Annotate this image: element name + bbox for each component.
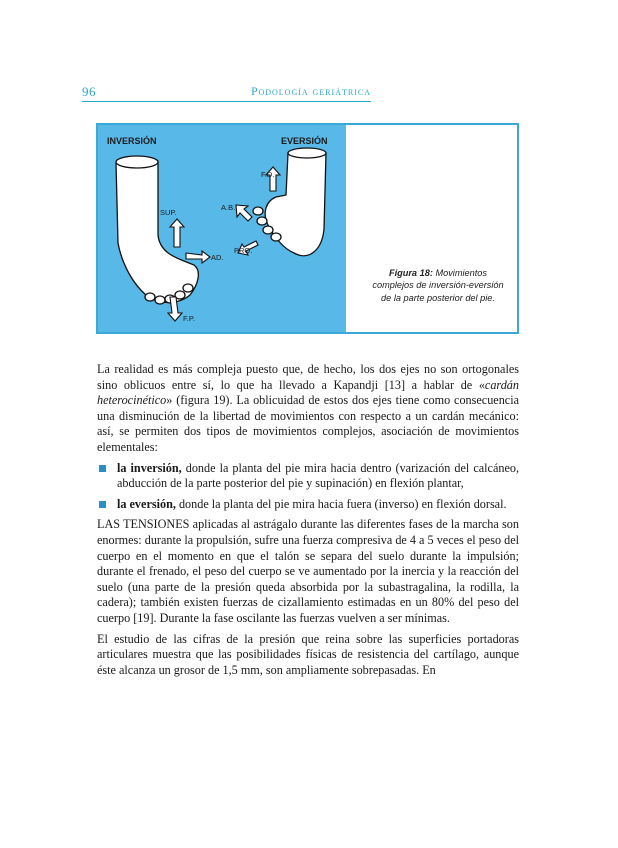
bullet-inversion-text: donde la planta del pie mira hacia dentro (varización del calcáneo, abducción de la parte posterior del pie y supinación) en flexión plantar, (117, 460, 519, 491)
figure-18 (96, 123, 519, 334)
page-number: 96 (82, 84, 96, 99)
paragraph-3: El estudio de las cifras de la presión que reina sobre las superficies portadoras articulares muestra que las posibilidades físicas de resistencia del cartílago, aunque éste alcanza un grosor de 1,5 mm, son ampliamente sobrepasadas. En (97, 631, 519, 677)
label-pro: PRO. (234, 246, 253, 255)
caption-text: Movimientos complejos de inversión-eversión de la parte posterior del pie. (372, 268, 504, 303)
inversion-foot-shape (116, 157, 198, 303)
figure-caption (368, 267, 508, 304)
label-fp: F.P. (183, 314, 195, 323)
label-ad: AD. (211, 253, 224, 262)
label-ab: A.B. (221, 203, 236, 212)
bullet-inversion (97, 461, 519, 492)
label-fd: F.D. (261, 170, 275, 179)
caption-label: Figura 18: (388, 268, 433, 278)
foot-drawing (98, 125, 346, 332)
arrow-ab (236, 205, 252, 221)
label-inversion: INVERSIÓN (107, 136, 157, 146)
header-rule (82, 101, 371, 102)
bullet-square-icon (99, 465, 106, 472)
bullet-eversion-text: donde la planta del pie mira hacia fuera (inverso) en flexión dorsal. (175, 496, 507, 511)
bullet-eversion (97, 497, 519, 513)
paragraph-1 (97, 362, 519, 456)
bullet-eversion-term: la eversión, (117, 496, 176, 511)
bullet-square-icon (99, 501, 106, 508)
paragraph-1-term: cardán heterocinético (97, 377, 519, 408)
running-title: Podología geriátrica (251, 86, 371, 98)
paragraph-1-start: La realidad es más compleja puesto que, de hecho, los dos ejes no son ortogonales sino oblicuos entre sí, lo que ha llevado a Kapandji [13] a hablar de « (97, 362, 519, 392)
arrow-sup (170, 219, 184, 247)
label-eversion: EVERSIÓN (281, 136, 328, 146)
arrow-ad (186, 251, 210, 263)
foot-illustration (98, 125, 346, 332)
body-text (97, 362, 519, 678)
paragraph-2: LAS TENSIONES aplicadas al astrágalo durante las diferentes fases de la marcha son enormes: durante la propulsión, sufre una fuerza compresiva de 4 a 5 veces el peso del cuerpo en el momento en que el talón se separa del suelo durante la impulsión; durante el frenado, el peso del cuerpo se ve aumentado por la inercia y la reacción del suelo (una parte de la presión queda absorbida por la subastragalina, la rodilla, la cadera); también existen fuerzas de cizallamiento estimadas en un 80% del peso del cuerpo [19]. Durante la fase oscilante las fuerzas vuelven a ser mínimas. (97, 517, 519, 625)
paragraph-1-end: » (figura 19). La oblicuidad de estos dos ejes tiene como consecuencia una disminución de la libertad de movimientos con respecto a un cardán mecánico: así, se permiten dos tipos de movimientos complejos, asociación de movimientos elementales: (97, 393, 519, 454)
bullet-inversion-term: la inversión, (117, 460, 182, 475)
label-sup: SUP. (160, 208, 177, 217)
